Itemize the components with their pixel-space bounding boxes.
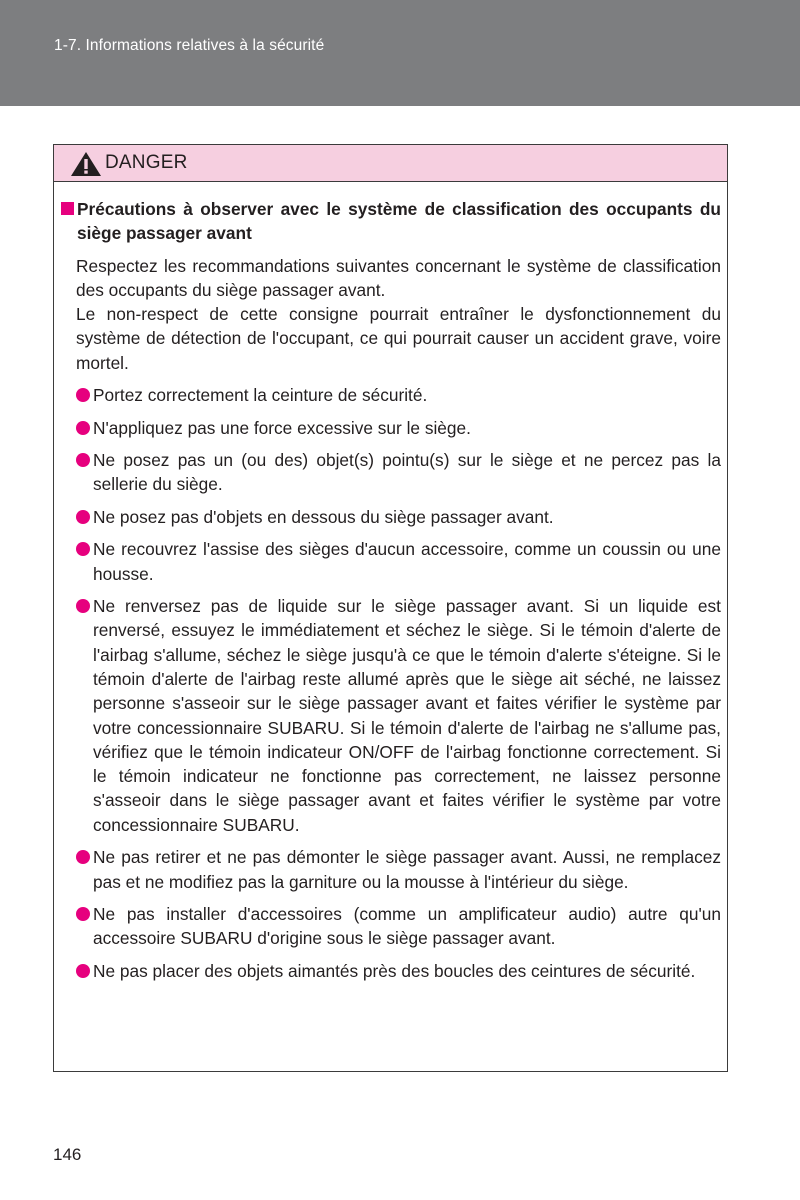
list-item-text: Ne renversez pas de liquide sur le siège passager avant. Si un liquide est renversé, essuyez le immédiatement et séchez le siège. Si le témoin d'alerte de l'airbag s'allume, séchez le siège jusqu'à ce que le témoin d'alerte s'éteigne. Si le témoin d'alerte de l'airbag reste allumé après que le siège ait séché, ne laissez personne s'asseoir sur le siège passager avant et faites vérifier le système par votre concessionnaire SUBARU. Si le témoin d'alerte de l'airbag ne s'allume pas, vérifiez que le témoin indicateur ON/OFF de l'airbag fonctionne correctement. Si le témoin indicateur ne fonctionne pas correctement, ne laissez personne s'asseoir dans le siège passager avant et faites vérifier le système par votre concessionnaire SUBARU.	[93, 596, 721, 835]
bullet-dot-icon	[76, 542, 90, 556]
list-item	[76, 537, 721, 586]
bullet-dot-icon	[76, 599, 90, 613]
intro-paragraph: Le non-respect de cette consigne pourrait entraîner le dysfonctionnement du système de détection de l'occupant, ce qui pourrait causer un accident grave, voire mortel.	[76, 304, 721, 373]
bullet-dot-icon	[76, 421, 90, 435]
danger-box	[53, 144, 728, 1072]
bullet-dot-icon	[76, 907, 90, 921]
heading-block	[77, 197, 721, 246]
warning-triangle-icon	[70, 151, 102, 177]
intro-paragraph: Respectez les recommandations suivantes concernant le système de classification des occupants du siège passager avant.	[76, 255, 721, 300]
bullet-dot-icon	[76, 388, 90, 402]
list-item	[76, 505, 721, 529]
page-number: 146	[53, 1145, 82, 1164]
list-item-text: N'appliquez pas une force excessive sur le siège.	[93, 417, 471, 438]
list-item	[76, 416, 721, 440]
section-title: 1-7. Informations relatives à la sécurité	[54, 37, 325, 54]
list-item-text: Ne recouvrez l'assise des sièges d'aucun accessoire, comme un coussin ou une housse.	[93, 539, 721, 584]
danger-content	[76, 197, 721, 991]
danger-label: DANGER	[105, 152, 188, 173]
danger-heading: Précautions à observer avec le système de classification des occupants du siège passager avant	[77, 199, 721, 244]
list-item	[76, 594, 721, 837]
list-item	[76, 902, 721, 951]
precaution-list	[76, 383, 721, 983]
danger-header	[54, 145, 727, 182]
heading-square-marker	[61, 202, 74, 215]
list-item-text: Ne pas placer des objets aimantés près des boucles des ceintures de sécurité.	[93, 960, 696, 981]
list-item	[76, 383, 721, 407]
bullet-dot-icon	[76, 510, 90, 524]
list-item	[76, 845, 721, 894]
bullet-dot-icon	[76, 850, 90, 864]
list-item-text: Portez correctement la ceinture de sécurité.	[93, 385, 428, 406]
intro-text	[76, 254, 721, 375]
page-header	[0, 0, 800, 106]
bullet-dot-icon	[76, 453, 90, 467]
list-item-text: Ne posez pas un (ou des) objet(s) pointu(s) sur le siège et ne percez pas la sellerie du siège.	[93, 450, 721, 495]
list-item	[76, 959, 721, 983]
list-item-text: Ne posez pas d'objets en dessous du siège passager avant.	[93, 506, 554, 527]
bullet-dot-icon	[76, 964, 90, 978]
list-item-text: Ne pas installer d'accessoires (comme un amplificateur audio) autre qu'un accessoire SUBARU d'origine sous le siège passager avant.	[93, 904, 721, 949]
list-item-text: Ne pas retirer et ne pas démonter le siège passager avant. Aussi, ne remplacez pas et ne modifiez pas la garniture ou la mousse à l'intérieur du siège.	[93, 847, 721, 892]
list-item	[76, 448, 721, 497]
